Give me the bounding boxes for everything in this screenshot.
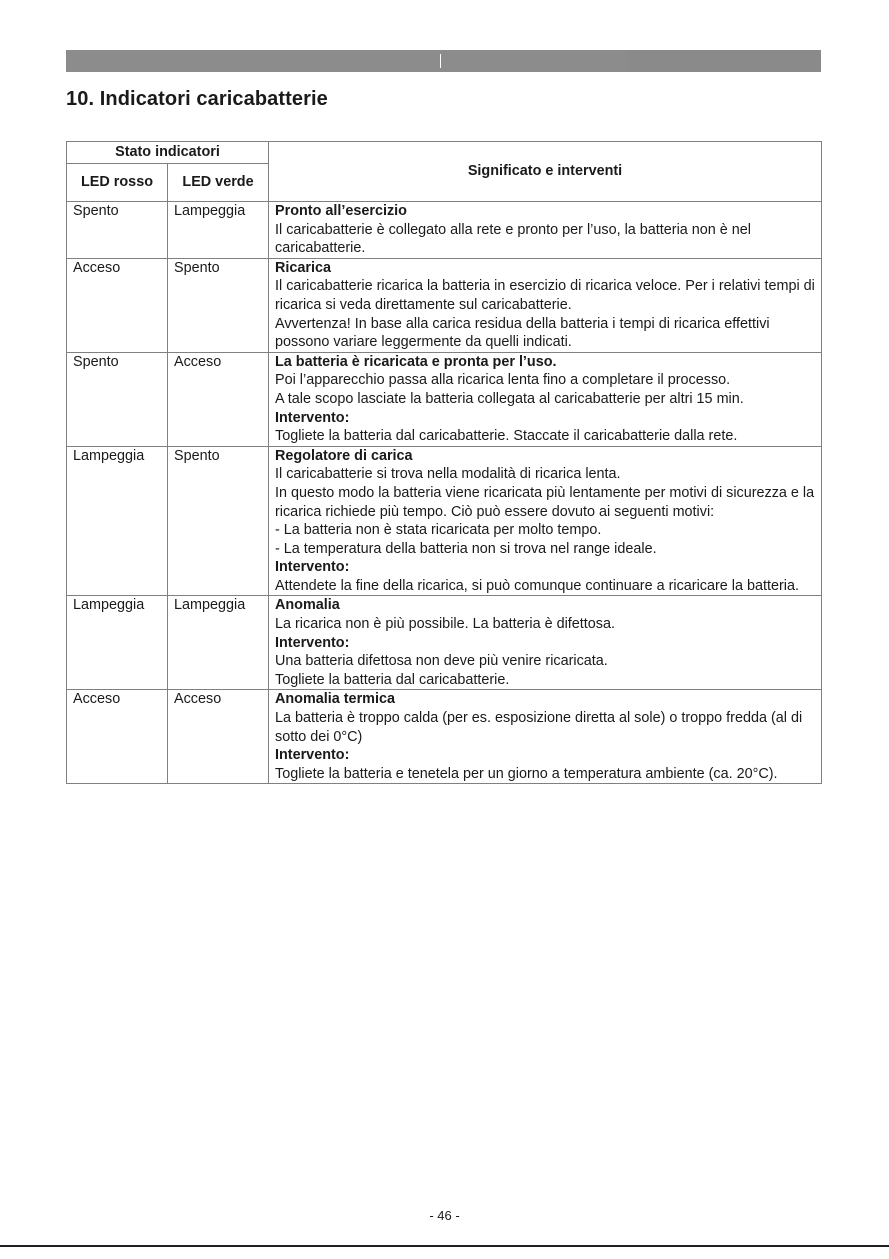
led-red-state: Spento [67, 352, 168, 446]
led-green-state: Spento [168, 258, 269, 352]
header-significato: Significato e interventi [269, 142, 822, 202]
table-row [67, 258, 822, 352]
bottom-rule [0, 1245, 889, 1247]
meaning-title: Pronto all’esercizio [275, 203, 407, 219]
table-body [67, 202, 822, 784]
led-green-state: Lampeggia [168, 596, 269, 690]
table-row [67, 202, 822, 259]
intervention-text: Attendete la fine della ricarica, si può comunque continuare a ricaricare la batteria. [275, 577, 799, 594]
header-bar-right-segment [628, 50, 821, 72]
meaning-title: Anomalia termica [275, 691, 395, 708]
table-row [67, 690, 822, 784]
led-red-state: Lampeggia [67, 596, 168, 690]
meaning-title: Ricarica [275, 259, 332, 276]
intervention-label: Intervento: [275, 559, 350, 576]
intervention-text: Togliete la batteria dal caricabatterie. [275, 671, 510, 688]
meaning-title: Anomalia [275, 597, 340, 614]
meaning-cell [269, 258, 822, 352]
intervention-label: Intervento: [275, 634, 350, 651]
table-row [67, 446, 822, 596]
table-row [67, 352, 822, 446]
header-bar [66, 50, 821, 72]
intervention-label: Intervento: [275, 747, 350, 764]
table-row [67, 596, 822, 690]
meaning-text: A tale scopo lasciate la batteria collegata al caricabatterie per altri 15 min. [275, 390, 744, 407]
header-bar-divider [440, 54, 441, 68]
header-led-verde: LED verde [168, 164, 269, 202]
header-led-rosso: LED rosso [67, 164, 168, 202]
meaning-cell [269, 202, 822, 259]
led-red-state: Acceso [67, 690, 168, 784]
led-indicator-table [66, 141, 822, 784]
meaning-text: Il caricabatterie è collegato alla rete e pronto per l’uso, la batteria non è nel caricabatterie. [275, 221, 751, 257]
meaning-text: - La temperatura della batteria non si trova nel range ideale. [275, 540, 657, 557]
intervention-text: Togliete la batteria e tenetela per un giorno a temperatura ambiente (ca. 20°C). [275, 765, 778, 782]
led-red-state: Lampeggia [67, 446, 168, 596]
meaning-cell [269, 352, 822, 446]
led-green-state: Spento [168, 446, 269, 596]
intervention-text: Una batteria difettosa non deve più venire ricaricata. [275, 653, 608, 670]
meaning-title: Regolatore di carica [275, 447, 413, 464]
led-red-state: Acceso [67, 258, 168, 352]
meaning-title: La batteria è ricaricata e pronta per l’uso. [275, 353, 557, 370]
meaning-text: Il caricabatterie ricarica la batteria in esercizio di ricarica veloce. Per i relativi tempi di ricarica si veda direttamente sul caricabatterie. [275, 278, 815, 313]
meaning-text: La ricarica non è più possibile. La batteria è difettosa. [275, 616, 615, 633]
meaning-cell [269, 690, 822, 784]
page-number: - 46 - [429, 1208, 460, 1223]
meaning-text: - La batteria non è stata ricaricata per molto tempo. [275, 522, 602, 539]
meaning-text: Poi l’apparecchio passa alla ricarica lenta fino a completare il processo. [275, 372, 731, 389]
intervention-text: Togliete la batteria dal caricabatterie. Staccate il caricabatterie dalla rete. [275, 428, 738, 445]
led-green-state: Acceso [168, 690, 269, 784]
meaning-cell [269, 446, 822, 596]
meaning-cell [269, 596, 822, 690]
meaning-text: Il caricabatterie si trova nella modalità di ricarica lenta. [275, 466, 621, 483]
meaning-text: In questo modo la batteria viene ricaricata più lentamente per motivi di sicurezza e la ricarica richiede più tempo. Ciò può essere dovuto ai seguenti motivi: [275, 484, 815, 520]
meaning-text: Avvertenza! In base alla carica residua della batteria i tempi di ricarica effettivi possono variare leggermente da quelli indicati. [275, 315, 770, 351]
led-green-state: Acceso [168, 352, 269, 446]
led-red-state: Spento [67, 202, 168, 259]
meaning-text: La batteria è troppo calda (per es. esposizione diretta al sole) o troppo fredda (al di sotto dei 0°C) [275, 710, 803, 745]
intervention-label: Intervento: [275, 409, 350, 426]
page-title: 10. Indicatori caricabatterie [66, 88, 328, 110]
header-stato-indicatori: Stato indicatori [67, 142, 269, 164]
led-green-state: Lampeggia [168, 202, 269, 259]
